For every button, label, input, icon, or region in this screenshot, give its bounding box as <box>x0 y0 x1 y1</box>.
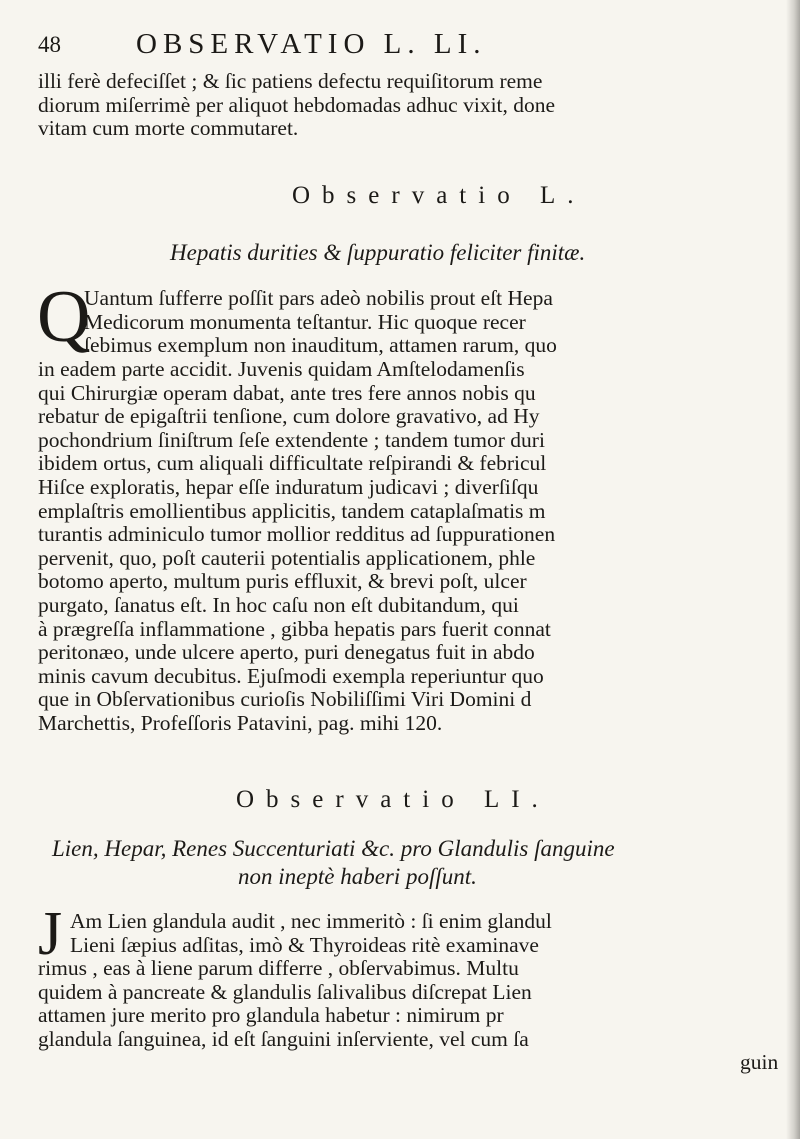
observation-li-title: Observatio LI. <box>236 786 550 813</box>
drop-cap-j: J <box>38 900 63 968</box>
text-line: botomo aperto, multum puris effluxit, & brevi poſt, ulcer <box>38 569 527 594</box>
text-line: emplaſtris emollientibus applicitis, tandem cataplaſmatis m <box>38 498 546 523</box>
text-line: qui Chirurgiæ operam dabat, ante tres fere annos nobis qu <box>38 380 536 405</box>
observation-l-subtitle: Hepatis durities & ſuppuratio feliciter finitæ. <box>170 240 586 265</box>
text-line: Hiſce exploratis, hepar eſſe induratum judicavi ; diverſiſqu <box>38 474 539 499</box>
text-line: turantis adminiculo tumor mollior redditus ad ſuppurationen <box>38 522 556 547</box>
text-line: Uantum ſufferre poſſit pars adeò nobilis prout eſt Hepa <box>84 287 553 310</box>
text-line: diorum miſerrimè per aliquot hebdomadas adhuc vixit, done <box>38 92 556 117</box>
text-line: Am Lien glandula audit , nec immeritò : ſi enim glandul <box>70 910 552 933</box>
text-line: pervenit, quo, poſt cauterii potentialis applicationem, phle <box>38 545 536 570</box>
observation-l-title: Observatio L. <box>292 182 586 209</box>
text-line: rebatur de epigaſtrii tenſione, cum dolore gravativo, ad Hy <box>38 404 540 429</box>
text-line: Marchettis, Profeſſoris Patavini, pag. mihi 120. <box>38 710 443 735</box>
text-line: Lieni ſæpius adſitas, imò & Thyroideas ritè examinave <box>70 932 539 957</box>
observation-l-body <box>38 358 800 736</box>
text-line: illi ferè defeciſſet ; & ſic patiens defectu requiſitorum reme <box>38 70 543 93</box>
text-line: in eadem parte accidit. Juvenis quidam Amſtelodamenſis <box>38 358 525 381</box>
text-line: pochondrium ſiniſtrum ſeſe extendente ; tandem tumor duri <box>38 427 545 452</box>
text-line: quidem à pancreate & glandulis ſalivalibus diſcrepat Lien <box>38 979 532 1004</box>
continuation-paragraph <box>38 70 800 141</box>
text-line: que in Obſervationibus curioſis Nobiliſſimi Viri Domini d <box>38 687 532 712</box>
text-line: peritonæo, unde ulcere aperto, puri denegatus fuit in abdo <box>38 640 535 665</box>
page-header <box>38 28 800 64</box>
text-line: rimus , eas à liene parum differre , obſervabimus. Multu <box>38 957 519 980</box>
observation-li-body <box>38 957 800 1051</box>
text-line: Medicorum monumenta teſtantur. Hic quoque recer <box>84 309 526 334</box>
text-line: à prægreſſa inflammatione , gibba hepatis pars fuerit connat <box>38 616 551 641</box>
catchword-text: guin <box>740 1051 779 1074</box>
observation-li-indented-lines <box>70 910 800 957</box>
page-number: 48 <box>38 32 61 57</box>
running-head: OBSERVATIO L. LI. <box>136 28 487 60</box>
text-line: vitam cum morte commutaret. <box>38 116 299 141</box>
text-line: attamen jure merito pro glandula habetur : nimirum pr <box>38 1003 504 1028</box>
page-binding-shadow <box>786 0 800 1139</box>
text-line: ibidem ortus, cum aliquali difficultate reſpirandi & febricul <box>38 451 547 476</box>
drop-cap-q: Q <box>37 276 91 358</box>
observation-l-indented-lines <box>84 287 800 358</box>
observation-li-subtitle-line1: Lien, Hepar, Renes Succenturiati &c. pro Glandulis ſanguine <box>52 836 615 861</box>
text-line: ſebimus exemplum non inauditum, attamen rarum, quo <box>84 333 557 358</box>
text-line: glandula ſanguinea, id eſt ſanguini inſerviente, vel cum ſa <box>38 1026 529 1051</box>
text-line: minis cavum decubitus. Ejuſmodi exempla reperiuntur quo <box>38 663 544 688</box>
text-line: purgato, ſanatus eſt. In hoc caſu non eſt dubitandum, qui <box>38 592 519 617</box>
observation-li-subtitle-line2: non ineptè haberi poſſunt. <box>238 864 477 889</box>
